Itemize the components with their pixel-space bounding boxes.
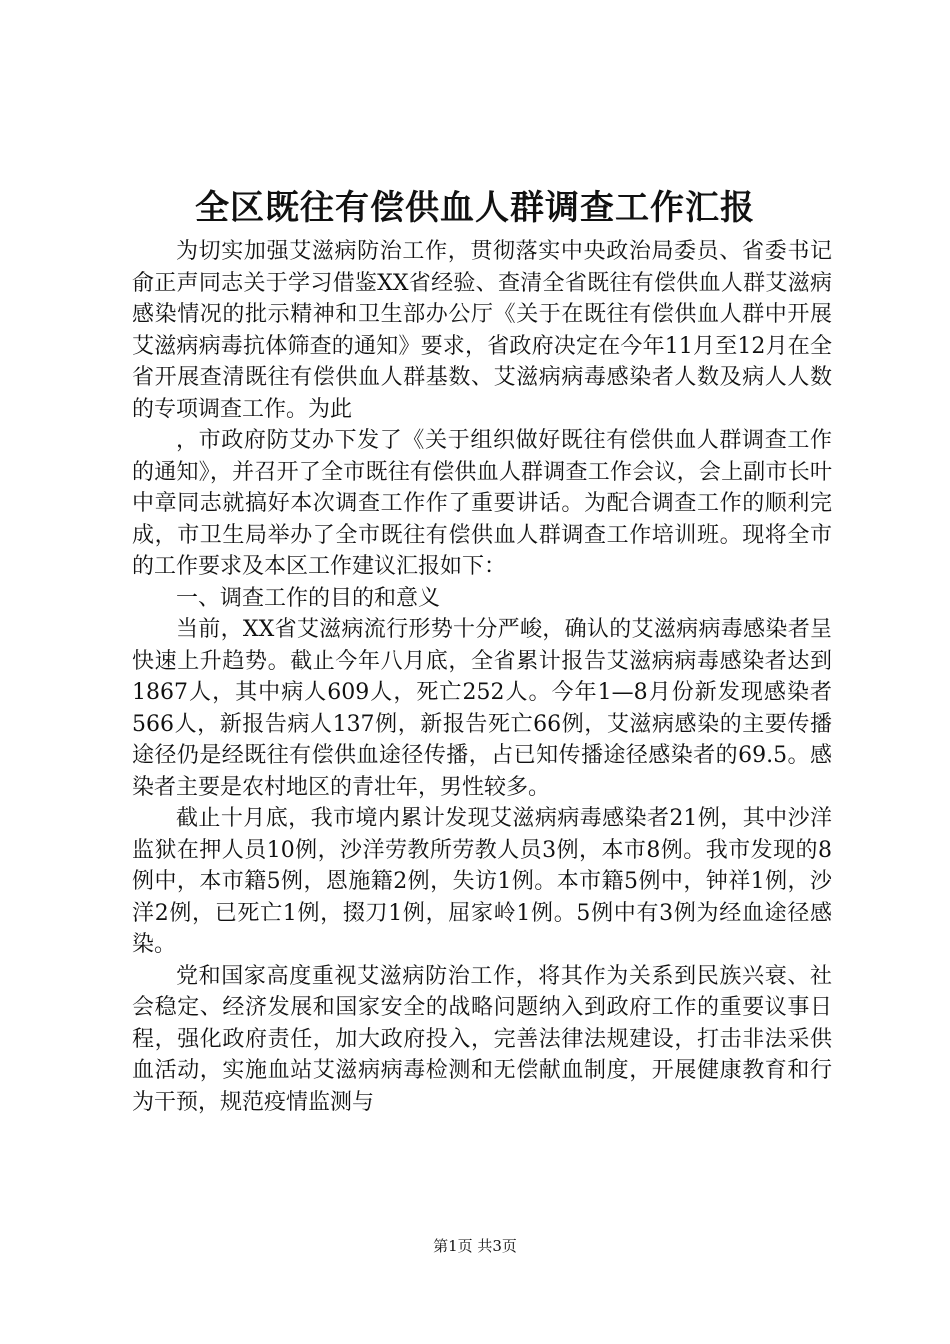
section-heading-purpose: 一、调查工作的目的和意义 [176,585,441,611]
page-footer: 第1页 共3页 [433,1237,517,1255]
paragraph-city-situation: 截止十月底，我市境内累计发现艾滋病病毒感染者21例，其中沙洋监狱在押人员10例，沙洋劳教所劳教人员3例，本市8例。我市发现的8例中，本市籍5例，恩施籍2例，失访1例。本市籍5例中，钟祥1例，沙洋2例，已死亡1例，掇刀1例，屈家岭1例。5例中有3例为经血途径感染。 [132,806,832,957]
paragraph-province-situation: 当前，XX省艾滋病流行形势十分严峻，确认的艾滋病病毒感染者呈快速上升趋势。截止今年八月底，全省累计报告艾滋病病毒感染者达到1867人，其中病人609人，死亡252人。今年1—8月份新发现感染者566人，新报告病人137例，新报告死亡66例，艾滋病感染的主要传播途径仍是经既往有偿供血途径传播，占已知传播途径感染者的69.5。感染者主要是农村地区的青壮年，男性较多。 [132,617,832,800]
document-title: 全区既往有偿供血人群调查工作汇报 [195,188,755,228]
paragraph-notice: ，市政府防艾办下发了《关于组织做好既往有偿供血人群调查工作的通知》，并召开了全市既往有偿供血人群调查工作会议，会上副市长叶中章同志就搞好本次调查工作作了重要讲话。为配合调查工作的顺利完成，市卫生局举办了全市既往有偿供血人群调查工作培训班。现将全市的工作要求及本区工作建议汇报如下： [132,428,832,579]
paragraph-intro: 为切实加强艾滋病防治工作，贯彻落实中央政治局委员、省委书记俞正声同志关于学习借鉴XX省经验、查清全省既往有偿供血人群艾滋病感染情况的批示精神和卫生部办公厅《关于在既往有偿供血人群中开展艾滋病病毒抗体筛查的通知》要求，省政府决定在今年11月至12月在全省开展查清既往有偿供血人群基数、艾滋病病毒感染者人数及病人人数的专项调查工作。为此 [132,239,832,422]
paragraph-national-policy: 党和国家高度重视艾滋病防治工作，将其作为关系到民族兴衰、社会稳定、经济发展和国家安全的战略问题纳入到政府工作的重要议事日程，强化政府责任，加大政府投入，完善法律法规建设，打击非法采供血活动，实施血站艾滋病病毒检测和无偿献血制度，开展健康教育和行为干预，规范疫情监测与 [132,963,832,1115]
document-body [132,236,832,1118]
